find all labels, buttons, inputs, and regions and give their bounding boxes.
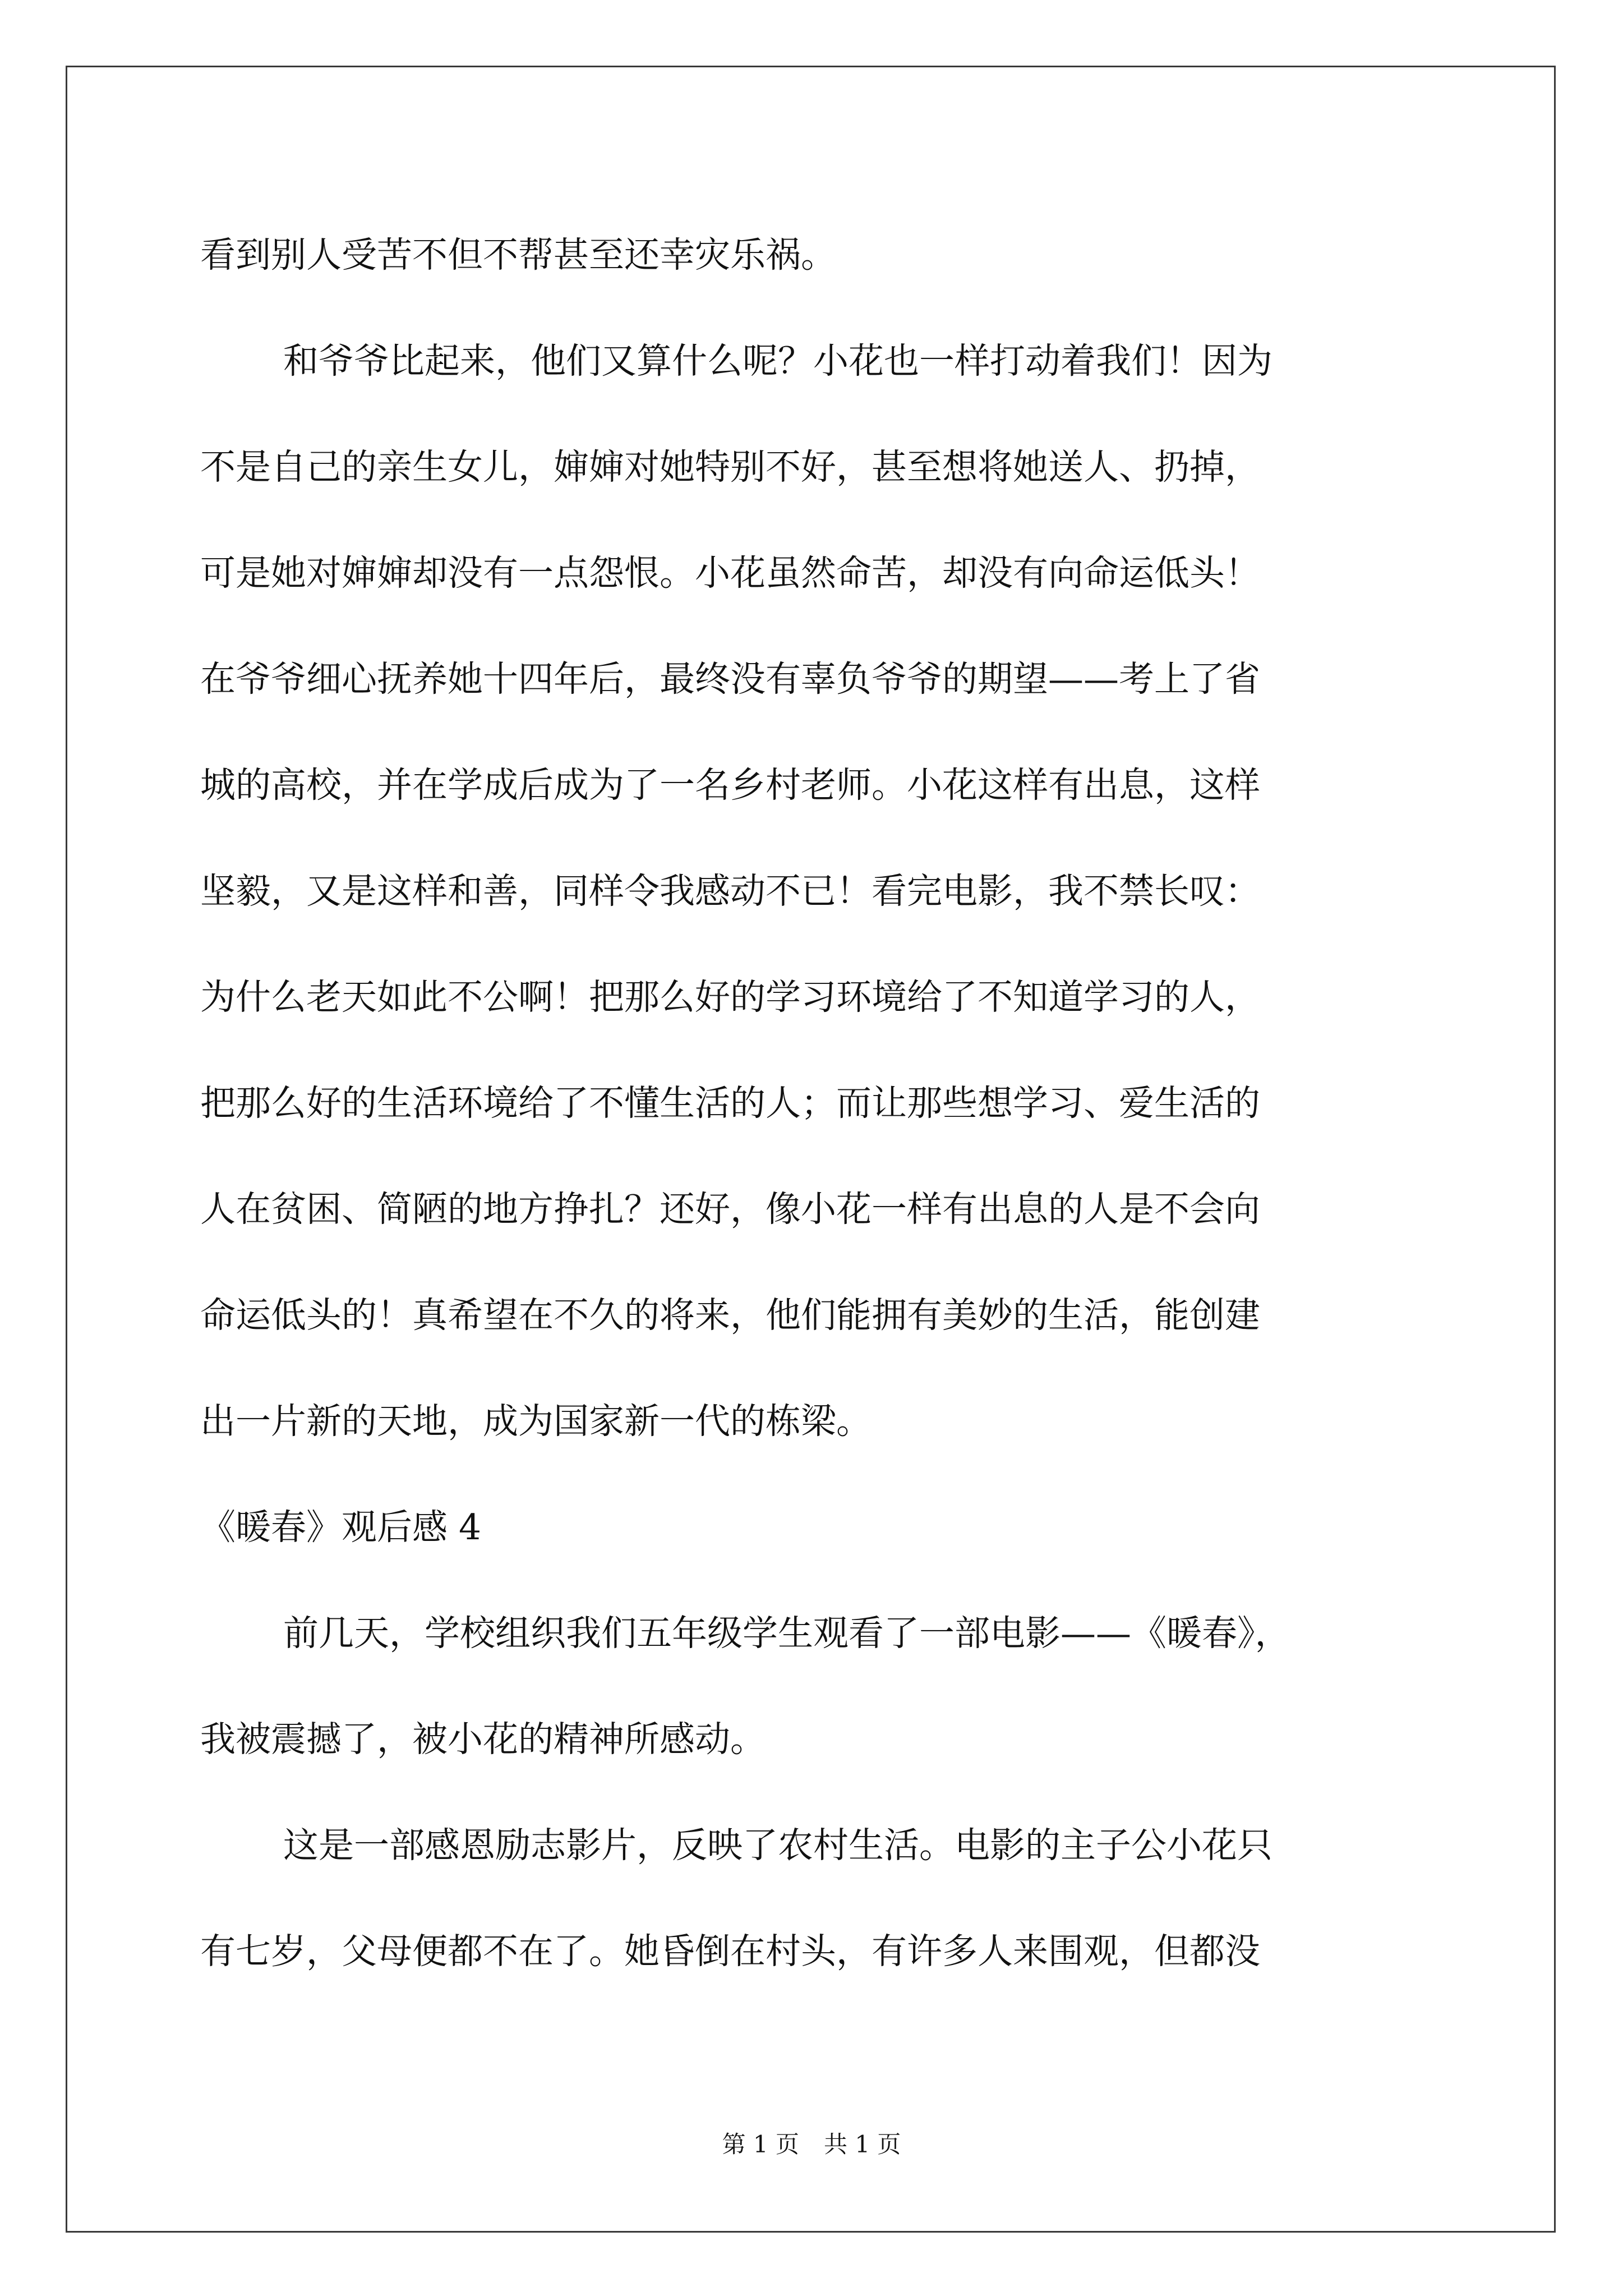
text-line-8: 为什么老天如此不公啊！把那么好的学习环境给了不知道学习的人， (200, 977, 1260, 1018)
text-line-2: 和爷爷比起来，他们又算什么呢？小花也一样打动着我们！因为 (283, 341, 1272, 381)
text-line-6: 城的高校，并在学成后成为了一名乡村老师。小花这样有出息，这样 (200, 765, 1260, 806)
text-line-7: 坚毅，又是这样和善，同样令我感动不已！看完电影，我不禁长叹： (200, 871, 1260, 912)
document-body (200, 202, 1434, 2004)
text-line-16: 这是一部感恩励志影片，反映了农村生活。电影的主子公小花只 (283, 1825, 1272, 1866)
text-line-9: 把那么好的生活环境给了不懂生活的人；而让那些想学习、爱生活的 (200, 1083, 1260, 1124)
text-line-14: 前几天，学校组织我们五年级学生观看了一部电影——《暖春》， (283, 1613, 1290, 1654)
section-heading: 《暖春》观后感 4 (200, 1507, 482, 1548)
text-line-11: 命运低头的！真希望在不久的将来，他们能拥有美妙的生活，能创建 (200, 1295, 1260, 1336)
text-line-10: 人在贫困、简陋的地方挣扎？还好，像小花一样有出息的人是不会向 (200, 1189, 1260, 1230)
text-line-1: 看到别人受苦不但不帮甚至还幸灾乐祸。 (200, 234, 836, 275)
text-line-12: 出一片新的天地，成为国家新一代的栋梁。 (200, 1401, 872, 1442)
text-line-17: 有七岁，父母便都不在了。她昏倒在村头，有许多人来围观，但都没 (200, 1931, 1260, 1972)
page-footer (0, 2126, 1623, 2160)
page-number: 第 1 页 (722, 2131, 799, 2158)
text-line-15: 我被震撼了，被小花的精神所感动。 (200, 1719, 766, 1760)
text-line-5: 在爷爷细心抚养她十四年后，最终没有辜负爷爷的期望——考上了省 (200, 659, 1260, 700)
page-total: 共 1 页 (824, 2131, 901, 2158)
text-line-4: 可是她对婶婶却没有一点怨恨。小花虽然命苦，却没有向命运低头！ (200, 553, 1260, 593)
text-line-3: 不是自己的亲生女儿，婶婶对她特别不好，甚至想将她送人、扔掉， (200, 447, 1260, 487)
